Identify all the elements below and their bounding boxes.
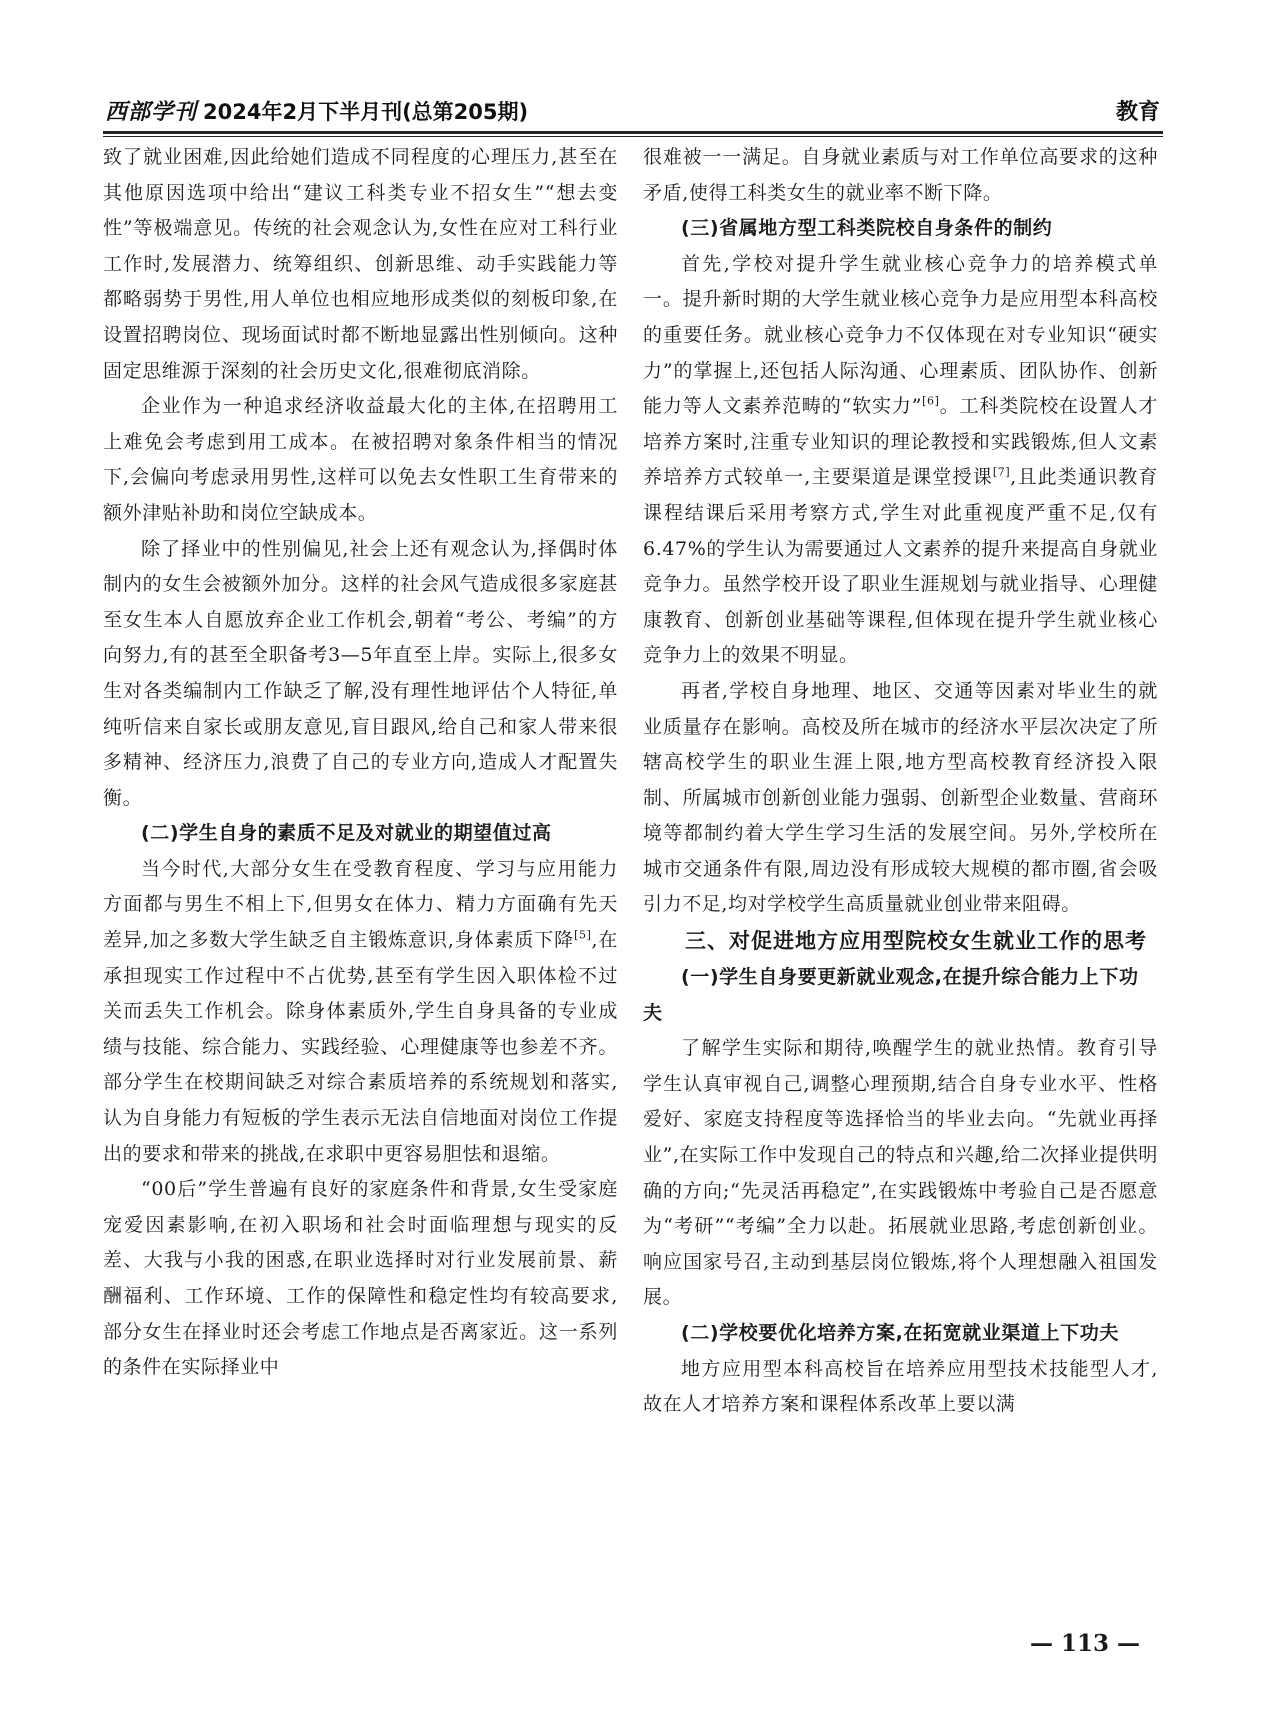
paragraph-text: ,且此类通识教育课程结课后采用考察方式,学生对此重视度严重不足,仅有6.47%的学生认为需要通过人文素养的提升来提高自身就业竞争力。虽然学校开设了职业生涯规划与就业指导、心理健康教育、创新创业基础等课程,但体现在提升学生就业核心竞争力上的效果不明显。 — [643, 466, 1159, 667]
paragraph-text: 首先,学校对提升学生就业核心竞争力的培养模式单一。提升新时期的大学生就业核心竞争力是应用型本科高校的重要任务。就业核心竞争力不仅体现在对专业知识“硬实力”的掌握上,还包括人际沟通、心理素质、团队协作、创新能力等人文素养范畴的“软实力” — [643, 252, 1158, 418]
paragraph: 很难被一一满足。自身就业素质与对工作单位高要求的这种矛盾,使得工科类女生的就业率不断下降。 — [643, 146, 1158, 204]
paragraph: 地方应用型本科高校旨在培养应用型技术技能型人才,故在人才培养方案和课程体系改革上要以满 — [643, 1357, 1158, 1416]
paragraph: 再者,学校自身地理、地区、交通等因素对毕业生的就业质量存在影响。高校及所在城市的经济水平层次决定了所辖高校学生的职业生涯上限,地方型高校教育经济投入限制、所属城市创新创业能力强弱、创新型企业数量、营商环境等都制约着大学生学习生活的发展空间。另外,学校所在城市交通条件有限,周边没有形成较大规模的都市圈,省会吸引力不足,均对学校学生高质量就业创业带来阻碍。 — [643, 679, 1158, 916]
header-left — [105, 95, 528, 126]
paragraph: 了解学生实际和期待,唤醒学生的就业热情。教育引导学生认真审视自己,调整心理预期,结合自身专业水平、性格爱好、家庭支持程度等选择恰当的毕业去向。“先就业再择业”,在实际工作中发现自己的特点和兴趣,给二次择业提供明确的方向;“先灵活再稳定”,在实践锻炼中考验自己是否愿意为“考研”“考编”全力以赴。拓展就业思路,考虑创新创业。响应国家号召,主动到基层岗位锻炼,将个人理想融入祖国发展。 — [643, 1037, 1158, 1309]
journal-logo: 西部学刊 — [105, 99, 198, 125]
citation: [6] — [922, 394, 940, 408]
subsection-heading: (二)学校要优化培养方案,在拓宽就业渠道上下功夫 — [681, 1322, 1119, 1344]
citation: [7] — [992, 466, 1011, 480]
section-heading: 三、对促进地方应用型院校女生就业工作的思考 — [685, 929, 1147, 954]
paragraph-text: 。工科类院校在设置人才培养方案时,注重专业知识的理论教授和实践锻炼,但人文素养培养方式较单一,主要渠道是课堂授课 — [643, 395, 1158, 489]
section-name: 教育 — [1115, 100, 1160, 125]
issue-info: 2024年2月下半月刊(总第205期) — [203, 100, 529, 124]
paragraph: 除了择业中的性别偏见,社会上还有观念认为,择偶时体制内的女生会被额外加分。这样的社会风气造成很多家庭甚至女生本人自愿放弃企业工作机会,朝着“考公、考编”的方向努力,有的甚至全职备考3—5年直至上岸。实际上,很多女生对各类编制内工作缺乏了解,没有理性地评估个人特征,单纯听信来自家长或朋友意见,盲目跟风,给自己和家人带来很多精神、经济压力,浪费了自己的专业方向,造成人才配置失衡。 — [103, 537, 618, 809]
right-column — [643, 140, 1158, 1423]
subsection-heading: (二)学生自身的素质不足及对就业的期望值过高 — [141, 822, 552, 845]
citation: [5] — [574, 928, 592, 942]
header-rule-thick — [103, 131, 1163, 134]
left-column — [103, 140, 618, 1386]
paragraph: 致了就业困难,因此给她们造成不同程度的心理压力,甚至在其他原因选项中给出“建议工科类专业不招女生”“想去变性”等极端意见。传统的社会观念认为,女性在应对工科行业工作时,发展潜力、统筹组织、创新思维、动手实践能力等都略弱势于男性,用人单位也相应地形成类似的刻板印象,在设置招聘岗位、现场面试时都不断地显露出性别倾向。这种固定思维源于深刻的社会历史文化,很难彻底消除。 — [103, 146, 618, 382]
paragraph — [643, 247, 1158, 674]
header-rule-thin — [103, 136, 1163, 137]
paragraph: “00后”学生普遍有良好的家庭条件和背景,女生受家庭宠爱因素影响,在初入职场和社会时面临理想与现实的反差、大我与小我的困惑,在职业选择时对行业发展前景、薪酬福利、工作环境、工作的保障性和稳定性均有较高要求,部分女生在择业时还会考虑工作地点是否离家近。这一系列的条件在实际择业中 — [103, 1178, 618, 1379]
paragraph — [103, 852, 618, 1172]
page-number: — 113 — — [1030, 1630, 1141, 1657]
running-header — [105, 86, 1160, 126]
paragraph-text: ,在承担现实工作过程中不占优势,甚至有学生因入职体检不过关而丢失工作机会。除身体素质外,学生自身具备的专业成绩与技能、综合能力、实践经验、心理健康等也参差不齐。部分学生在校期间缺乏对综合素质培养的系统规划和落实,认为自身能力有短板的学生表示无法自信地面对岗位工作提出的要求和带来的挑战,在求职中更容易胆怯和退缩。 — [103, 929, 618, 1165]
subsection-heading: (三)省属地方型工科类院校自身条件的制约 — [681, 217, 1053, 240]
paragraph: 企业作为一种追求经济收益最大化的主体,在招聘用工上难免会考虑到用工成本。在被招聘对象条件相当的情况下,会偏向考虑录用男性,这样可以免去女性职工生育带来的额外津贴补助和岗位空缺成本。 — [103, 395, 618, 524]
subsection-heading: (一)学生自身要更新就业观念,在提升综合能力上下功夫 — [643, 966, 1139, 1024]
paragraph-text: 当今时代,大部分女生在受教育程度、学习与应用能力方面都与男生不相上下,但男女在体力、精力方面确有先天差异,加之多数大学生缺乏自主锻炼意识,身体素质下降 — [103, 857, 618, 952]
